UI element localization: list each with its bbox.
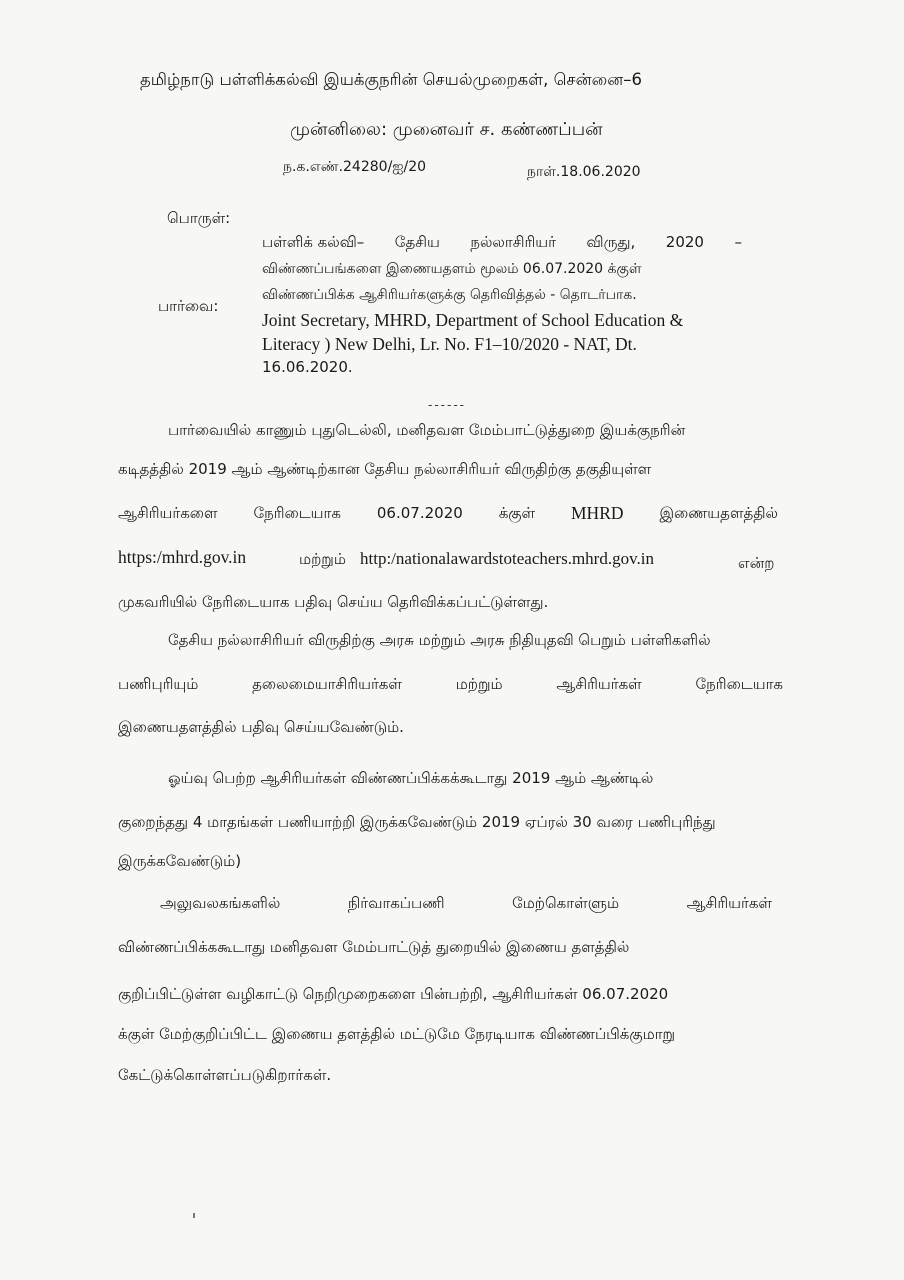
subject-word: விருது, bbox=[586, 233, 636, 251]
subject-line-1 bbox=[262, 232, 742, 252]
reference-label: பார்வை: bbox=[158, 297, 219, 315]
reference-number: ந.க.எண்.24280/ஐ/20 bbox=[283, 159, 427, 175]
subject-label: பொருள்: bbox=[167, 209, 231, 227]
para1-word: இணையதளத்தில் bbox=[659, 504, 778, 522]
para1-word: 06.07.2020 bbox=[376, 504, 463, 522]
para4-line-3: குறிப்பிட்டுள்ள வழிகாட்டு நெறிமுறைகளை பின்பற்றி, ஆசிரியர்கள் 06.07.2020 bbox=[118, 985, 669, 1003]
para2-word: நேரிடையாக bbox=[695, 675, 783, 693]
para2-word: ஆசிரியர்கள் bbox=[556, 675, 642, 693]
para1-line-2: கடிதத்தில் 2019 ஆம் ஆண்டிற்கான தேசிய நல்லாசிரியர் விருதிற்கு தகுதியுள்ள bbox=[118, 460, 652, 478]
scan-speck bbox=[193, 1213, 195, 1218]
document-title: தமிழ்நாடு பள்ளிக்கல்வி இயக்குநரின் செயல்முறைகள், சென்னை–6 bbox=[140, 70, 642, 89]
para2-word: பணிபுரியும் bbox=[118, 675, 199, 693]
para1-word: க்குள் bbox=[498, 504, 536, 522]
para2-line-1: தேசிய நல்லாசிரியர் விருதிற்கு அரசு மற்றும் அரசு நிதியுதவி பெறும் பள்ளிகளில் bbox=[168, 631, 711, 649]
para4-line-4: க்குள் மேற்குறிப்பிட்ட இணைய தளத்தில் மட்டுமே நேரடியாக விண்ணப்பிக்குமாறு bbox=[118, 1025, 676, 1043]
subject-word: பள்ளிக் கல்வி– bbox=[262, 233, 365, 251]
url-national-awards-link[interactable]: http:/nationalawardstoteachers.mhrd.gov.in bbox=[360, 549, 654, 568]
para2-word: மற்றும் bbox=[455, 675, 503, 693]
para3-line-2: குறைந்தது 4 மாதங்கள் பணியாற்றி இருக்கவேண்டும் 2019 ஏப்ரல் 30 வரை பணிபுரிந்து bbox=[118, 813, 716, 831]
reference-line-1: Joint Secretary, MHRD, Department of School Education & bbox=[262, 310, 684, 330]
para1-word: என்ற bbox=[738, 554, 775, 572]
para3-line-3: இருக்கவேண்டும்) bbox=[118, 852, 242, 870]
para1-line-5: முகவரியில் நேரிடையாக பதிவு செய்ய தெரிவிக்கப்பட்டுள்ளது. bbox=[118, 593, 549, 611]
url-mhrd-link[interactable]: https:/mhrd.gov.in bbox=[118, 547, 247, 567]
para4-line-1 bbox=[160, 893, 772, 913]
subject-word: – bbox=[734, 233, 742, 251]
para4-word: நிர்வாகப்பணி bbox=[347, 894, 445, 912]
separator-dashes: ------ bbox=[428, 398, 466, 412]
subject-line-2: விண்ணப்பங்களை இணையதளம் மூலம் 06.07.2020 க்குள் bbox=[262, 261, 642, 277]
document-date: நாள்.18.06.2020 bbox=[527, 164, 641, 180]
para1-word: ஆசிரியர்களை bbox=[118, 504, 218, 522]
para4-word: மேற்கொள்ளும் bbox=[512, 894, 620, 912]
para3-line-1: ஓய்வு பெற்ற ஆசிரியர்கள் விண்ணப்பிக்கக்கூடாது 2019 ஆம் ஆண்டில் bbox=[168, 769, 654, 787]
subject-word: தேசிய bbox=[394, 233, 440, 251]
para4-line-5: கேட்டுக்கொள்ளப்படுகிறார்கள். bbox=[118, 1066, 332, 1084]
para1-line-1: பார்வையில் காணும் புதுடெல்லி, மனிதவள மேம்பாட்டுத்துறை இயக்குநரின் bbox=[168, 421, 686, 439]
subject-line-3: விண்ணப்பிக்க ஆசிரியர்களுக்கு தெரிவித்தல் - தொடர்பாக. bbox=[262, 287, 637, 303]
para2-line-2 bbox=[118, 674, 783, 694]
reference-line-3: 16.06.2020. bbox=[262, 358, 353, 376]
para2-line-3: இணையதளத்தில் பதிவு செய்யவேண்டும். bbox=[118, 718, 404, 736]
para2-word: தலைமையாசிரியர்கள் bbox=[252, 675, 402, 693]
subject-word: நல்லாசிரியர் bbox=[470, 233, 556, 251]
para1-word: நேரிடையாக bbox=[253, 504, 341, 522]
para4-line-2: விண்ணப்பிக்ககூடாது மனிதவள மேம்பாட்டுத் துறையில் இணைய தளத்தில் bbox=[118, 938, 630, 956]
presence-line: முன்னிலை: முனைவர் ச. கண்ணப்பன் bbox=[290, 119, 603, 140]
para1-word: MHRD bbox=[571, 503, 624, 523]
para1-line-3 bbox=[118, 503, 778, 523]
subject-word: 2020 bbox=[665, 233, 704, 251]
reference-line-2: Literacy ) New Delhi, Lr. No. F1–10/2020 - NAT, Dt. bbox=[262, 334, 637, 354]
para4-word: ஆசிரியர்கள் bbox=[686, 894, 772, 912]
para4-word: அலுவலகங்களில் bbox=[160, 894, 281, 912]
para1-word: மற்றும் bbox=[299, 550, 346, 568]
